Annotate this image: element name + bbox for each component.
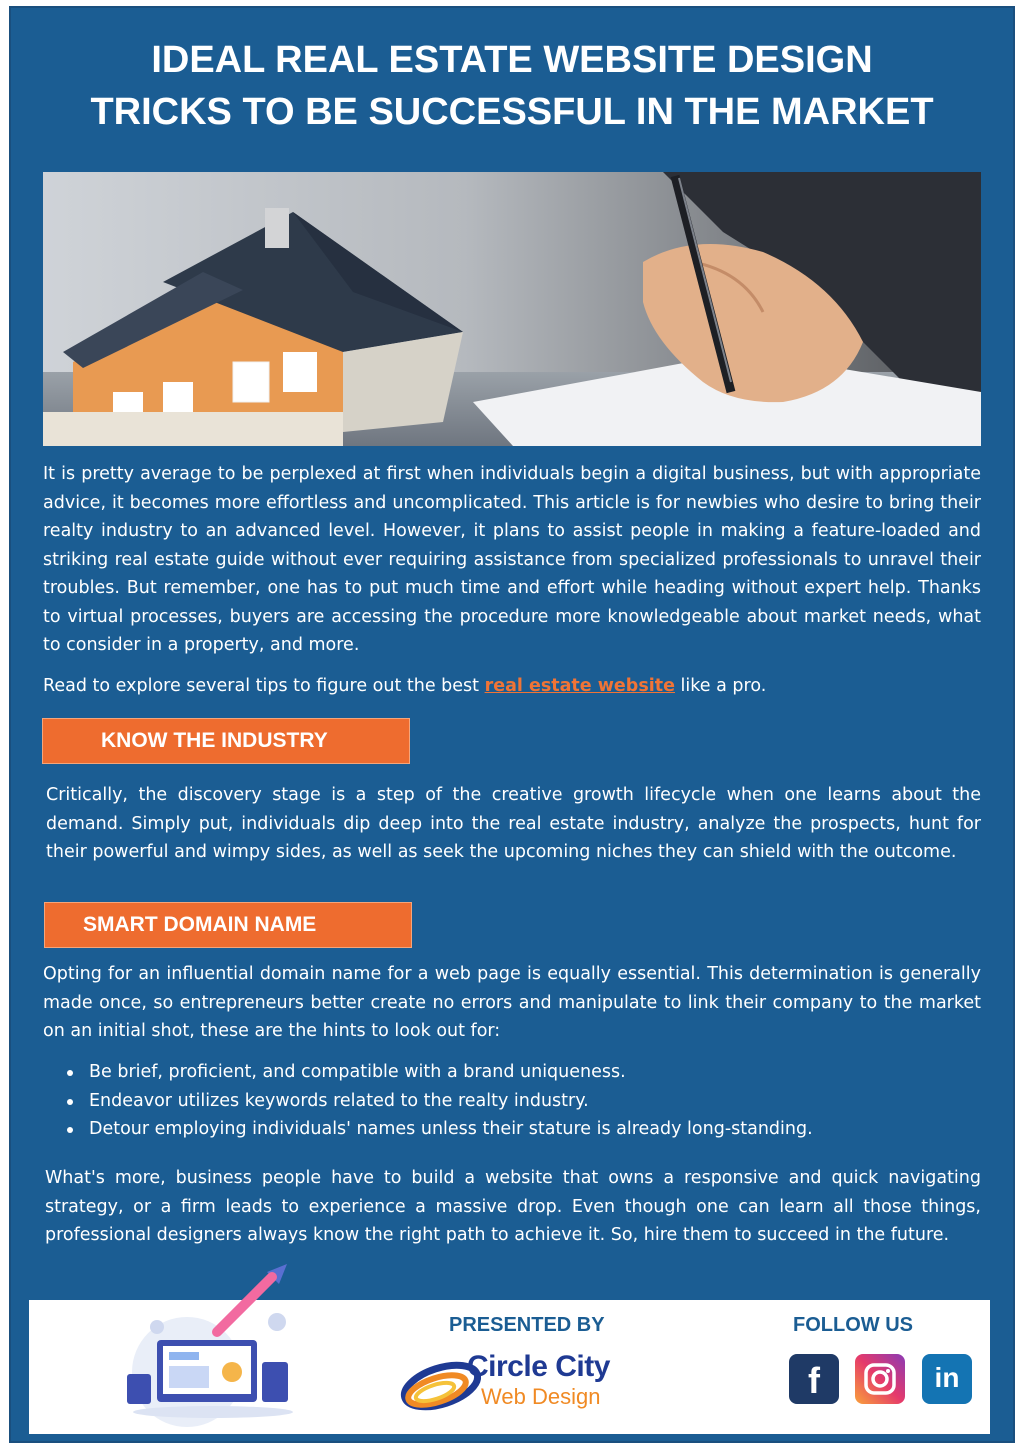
web-design-illustration-icon xyxy=(117,1262,317,1432)
facebook-icon[interactable] xyxy=(789,1354,839,1404)
logo-name-line2: Web Design xyxy=(481,1384,601,1409)
logo-name-line1: Circle City xyxy=(467,1350,610,1383)
document-page xyxy=(9,6,1015,1443)
read-line-before: Read to explore several tips to figure out the best xyxy=(43,676,485,696)
domain-tips-list xyxy=(63,1058,963,1144)
instagram-glyph xyxy=(855,1354,905,1404)
read-more-line xyxy=(43,672,981,701)
title-line-1: IDEAL REAL ESTATE WEBSITE DESIGN xyxy=(151,39,873,81)
house-contract-illustration xyxy=(43,172,981,446)
real-estate-website-link[interactable]: real estate website xyxy=(484,676,675,696)
list-item: Be brief, proficient, and compatible with a brand uniqueness. xyxy=(63,1058,963,1087)
industry-paragraph: Critically, the discovery stage is a step of the creative growth lifecycle when one learns about the demand. Simply put, individuals dip deep into the real estate industry, analyze the prospects, hunt for their powerful and wimpy sides, as well as seek the upcoming niches they can shield with the outcome. xyxy=(46,785,981,862)
linkedin-glyph: in xyxy=(934,1362,960,1393)
list-item: Endeavor utilizes keywords related to the realty industry. xyxy=(63,1087,963,1116)
company-logo[interactable] xyxy=(391,1346,631,1426)
follow-us-label: FOLLOW US xyxy=(793,1314,913,1336)
page-title xyxy=(11,34,1013,138)
hero-image xyxy=(43,172,981,446)
intro-paragraph: It is pretty average to be perplexed at first when individuals begin a digital business, but with appropriate advice, it becomes more effortless and uncomplicated. This article is for newbies who desire to bring their realty industry to an advanced level. However, it plans to assist people in making a feature-loaded and striking real estate guide without ever requiring assistance from specialized professionals to unravel their troubles. But remember, one has to put much time and effort while heading without expert help. Thanks to virtual processes, buyers are accessing the procedure more knowledgeable about market needs, what to consider in a property, and more. xyxy=(43,464,981,655)
read-line-after: like a pro. xyxy=(674,676,767,696)
linkedin-icon[interactable] xyxy=(922,1354,972,1404)
section-heading-smart-domain-name: SMART DOMAIN NAME xyxy=(44,902,412,948)
list-item: Detour employing individuals' names unless their stature is already long-standing. xyxy=(63,1115,963,1144)
title-line-2: TRICKS TO BE SUCCESSFUL IN THE MARKET xyxy=(90,91,934,133)
section-heading-know-the-industry: KNOW THE INDUSTRY xyxy=(42,718,410,764)
facebook-glyph: f xyxy=(808,1360,820,1401)
presented-by-label: PRESENTED BY xyxy=(449,1314,605,1336)
instagram-icon[interactable] xyxy=(855,1354,905,1404)
footer-panel xyxy=(29,1300,990,1434)
closing-paragraph: What's more, business people have to build a website that owns a responsive and quick navigating strategy, or a firm leads to experience a massive drop. Even though one can learn all those things, professional designers always know the right path to achieve it. So, hire them to succeed in the future. xyxy=(45,1168,981,1245)
domain-paragraph: Opting for an influential domain name for a web page is equally essential. This determination is generally made once, so entrepreneurs better create no errors and manipulate to link their company to the market on an initial shot, these are the hints to look out for: xyxy=(43,964,981,1041)
